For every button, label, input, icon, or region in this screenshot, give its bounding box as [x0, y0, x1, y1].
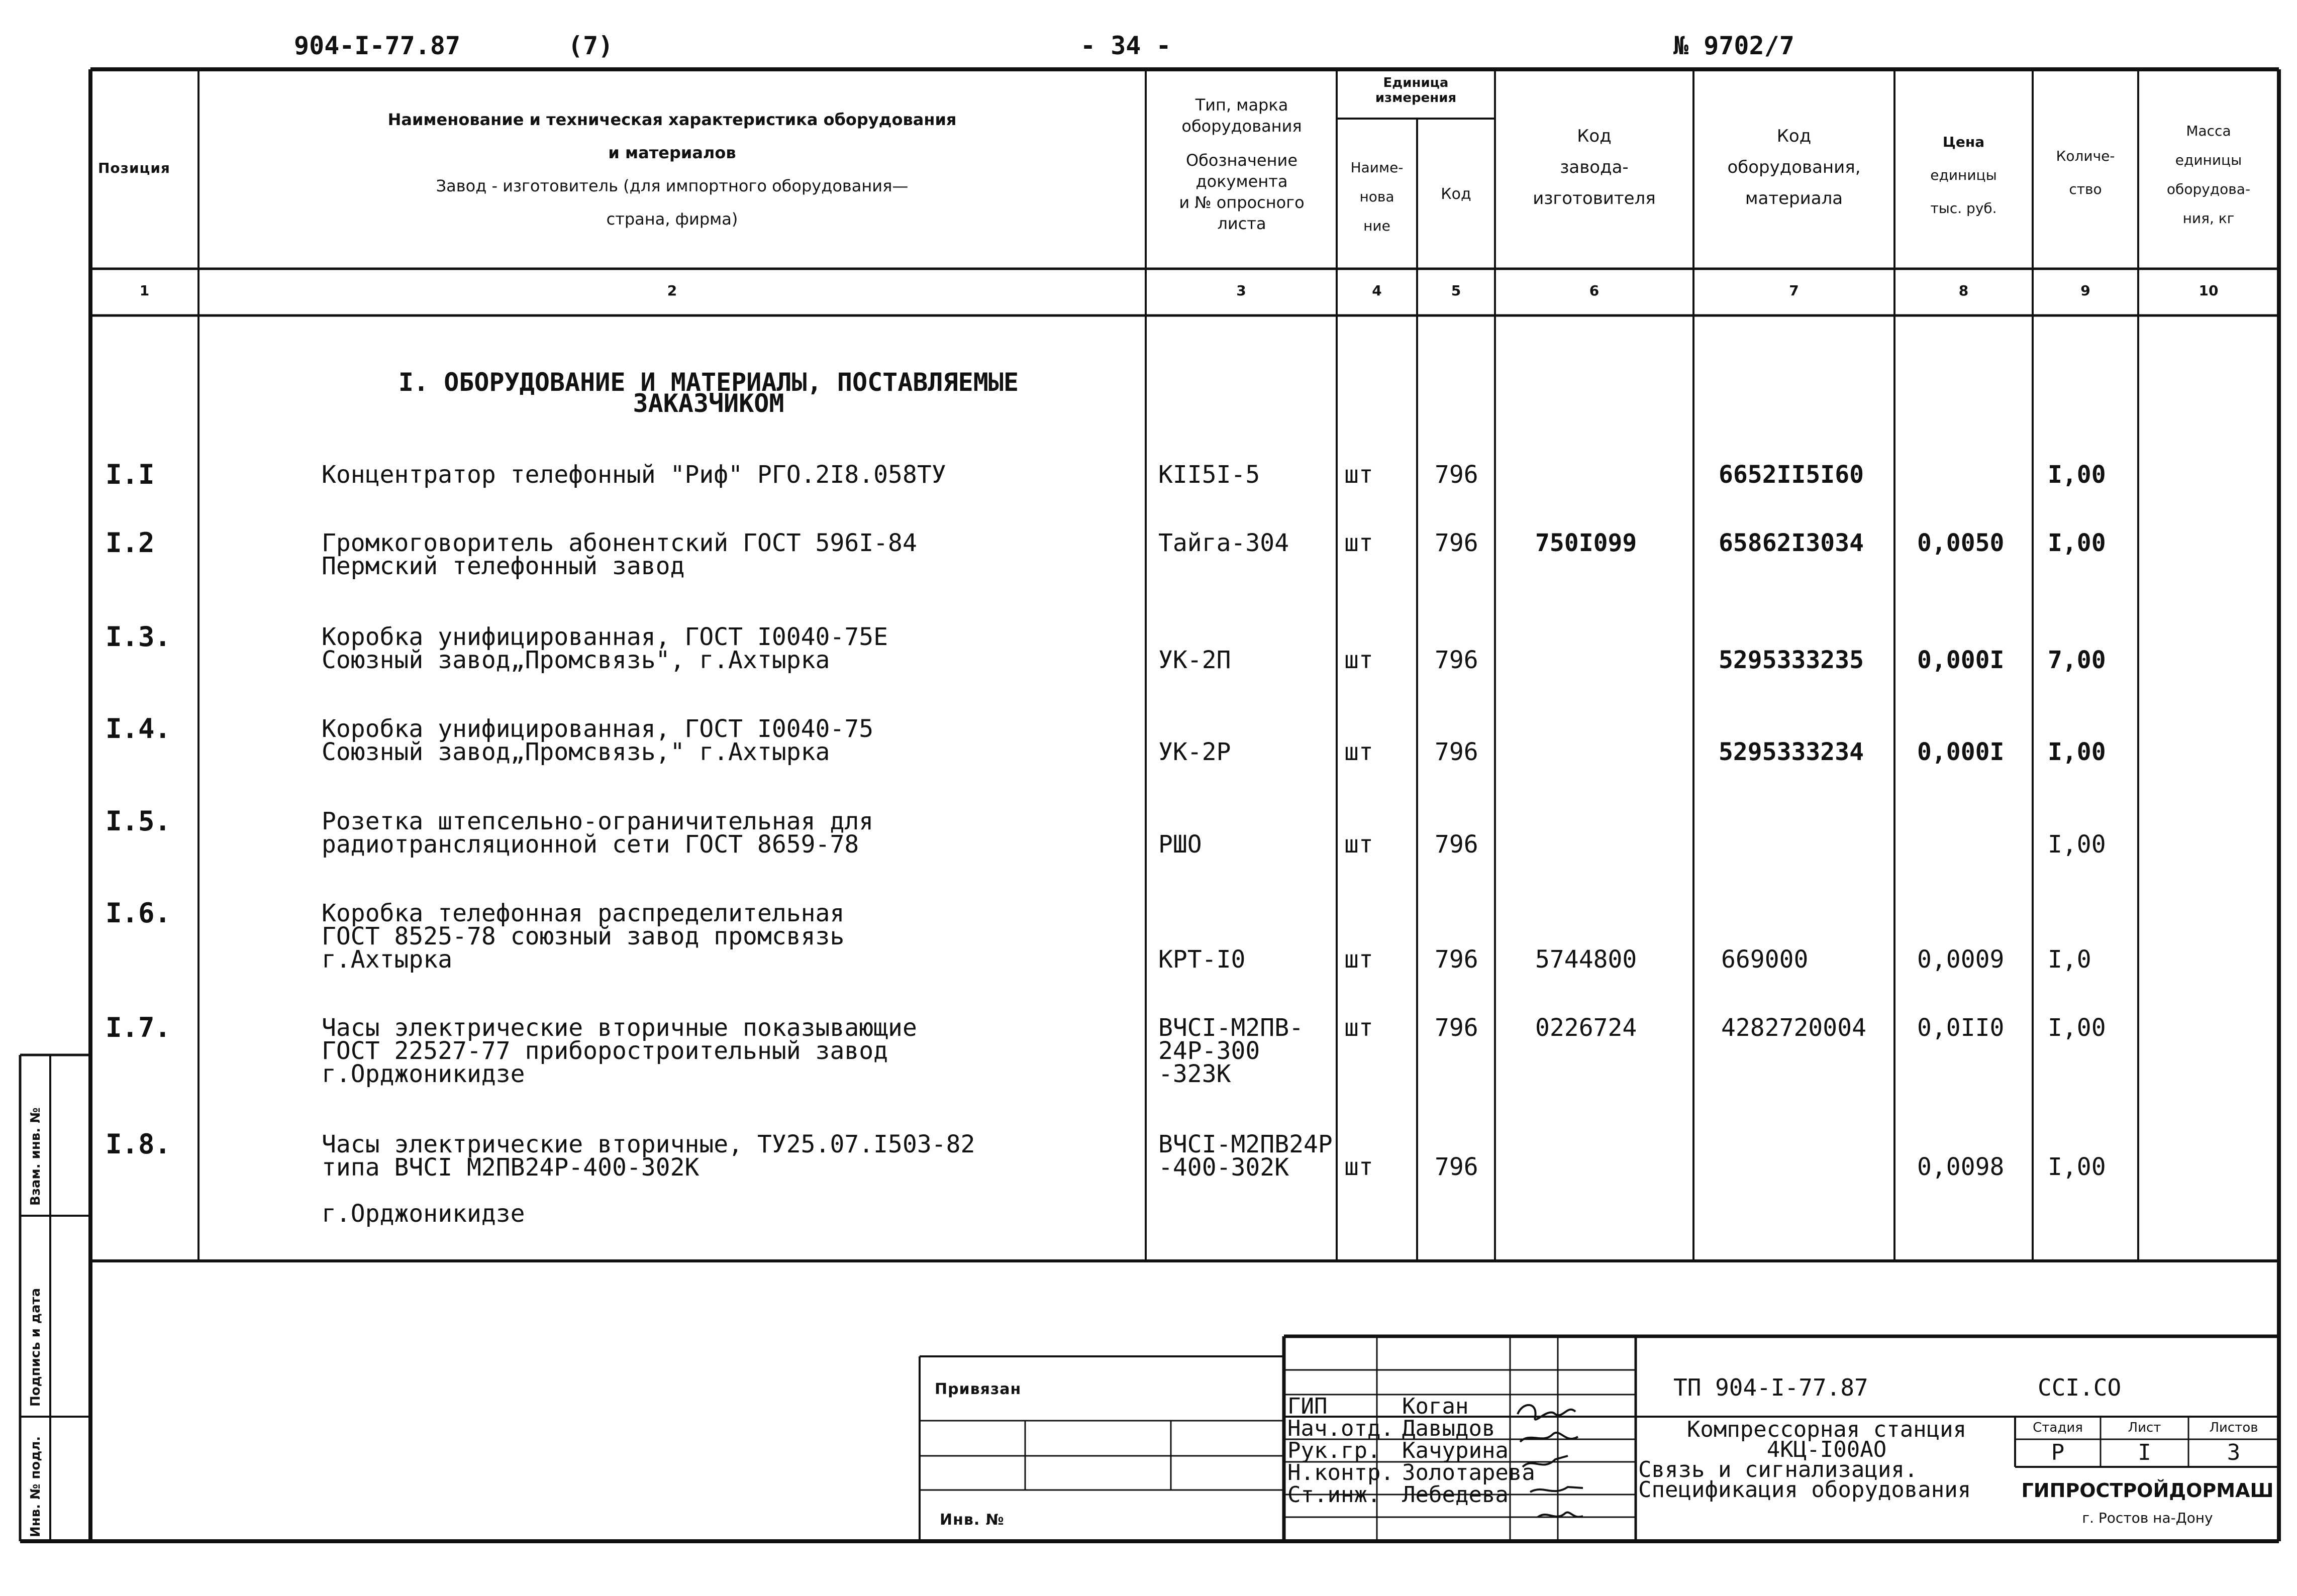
row-name-line: Розетка штепсельно-ограничительная для [322, 807, 874, 835]
row-price: 0,000I [1917, 738, 2005, 766]
row-quantity: I,0 [2048, 945, 2091, 974]
row-name [322, 807, 874, 859]
column-number: 6 [1589, 282, 1600, 299]
row-quantity: 7,00 [2048, 646, 2106, 674]
row-name [322, 531, 917, 578]
header-price-line: Цена [1942, 134, 1985, 150]
header-type [1147, 94, 1337, 234]
row-name-line: Концентратор телефонный "Риф" РГО.2I8.058ТУ [322, 461, 946, 489]
row-position: I.8. [106, 1128, 171, 1160]
row-unit: шт [1344, 646, 1373, 674]
stamp-role: Рук.гр. [1287, 1438, 1381, 1463]
header-unit-name-line: Наиме- [1350, 159, 1404, 176]
header-mass-line: Масса [2186, 123, 2231, 139]
header-mass [2139, 117, 2278, 233]
row-unit-code: 796 [1435, 738, 1478, 766]
row-name-line: Пермский телефонный завод [322, 552, 685, 580]
side-label-original-inventory: Инв. № подл. [28, 1436, 43, 1537]
column-number: 2 [667, 282, 677, 299]
row-unit: шт [1344, 830, 1373, 859]
row-unit-code: 796 [1435, 461, 1478, 489]
row-position: I.5. [106, 805, 171, 837]
row-price: 0,0II0 [1917, 1014, 2005, 1042]
header-equipment-code [1694, 121, 1893, 214]
column-number: 1 [139, 282, 150, 299]
header-factory-code [1496, 121, 1692, 214]
column-number: 4 [1372, 282, 1382, 299]
header-type-line: документа [1195, 172, 1288, 191]
row-position: I.2 [106, 527, 155, 559]
header-position: Позиция [98, 160, 170, 176]
row-position: I.4. [106, 713, 171, 744]
stamp-role: Ст.инж. [1287, 1482, 1381, 1508]
stamp-title-line: Связь и сигнализация. [1638, 1457, 1918, 1482]
row-type [1158, 740, 1231, 764]
stamp-organization: ГИПРОСТРОЙДОРМАШ [2021, 1479, 2274, 1502]
header-unit-code: Код [1441, 185, 1471, 203]
row-name-line: Громкоговоритель абонентский ГОСТ 596I-84 [322, 529, 917, 557]
row-unit-code: 796 [1435, 1014, 1478, 1042]
side-label-replacement: Взам. инв. № [28, 1107, 43, 1206]
header-name-line: Наименование и техническая характеристика оборудования [387, 110, 957, 129]
row-equipment-code: 4282720004 [1721, 1014, 1866, 1042]
row-name-line: Коробка унифицированная, ГОСТ I0040-75 [322, 715, 874, 743]
section-title-line: I. ОБОРУДОВАНИЕ И МАТЕРИАЛЫ, ПОСТАВЛЯЕМЫЕ [398, 368, 1019, 397]
row-factory-code: 0226724 [1535, 1014, 1637, 1042]
stamp-list-label: Лист [2128, 1420, 2161, 1435]
header-quantity-line: ство [2069, 181, 2102, 197]
column-number: 9 [2080, 282, 2090, 299]
section-title [392, 368, 1025, 418]
row-type-line: УК-2Р [1158, 738, 1231, 766]
stamp-title-line: 4КЦ-I00АО [1766, 1437, 1887, 1462]
header-factory-line: изготовителя [1533, 188, 1656, 208]
header-unit [1338, 75, 1494, 105]
row-unit: шт [1344, 529, 1373, 557]
stamp-stage-label: Стадия [2033, 1420, 2083, 1435]
row-unit: шт [1344, 1014, 1373, 1042]
header-name-line: страна, фирма) [606, 209, 738, 229]
row-type [1158, 646, 1231, 674]
header-equipment-line: Код [1776, 126, 1812, 146]
header-quantity-line: Количе- [2056, 148, 2115, 164]
column-number: 8 [1958, 282, 1969, 299]
row-name [322, 625, 888, 672]
header-unit-name-line: ние [1363, 218, 1390, 234]
row-name-line: Союзный завод„Промсвязь", г.Ахтырка [322, 646, 830, 674]
row-name-line: ГОСТ 22527-77 приборостроительный завод [322, 1037, 888, 1065]
row-unit-code: 796 [1435, 945, 1478, 974]
row-type [1158, 461, 1260, 489]
row-name-line: Союзный завод„Промсвязь," г.Ахтырка [322, 738, 830, 766]
stamp-inventory: Инв. № [940, 1511, 1005, 1529]
row-type-line: 24Р-300 [1158, 1037, 1260, 1065]
stamp-project-code: ТП 904-I-77.87 [1673, 1374, 1868, 1401]
row-name-line: Коробка унифицированная, ГОСТ I0040-75Е [322, 623, 888, 651]
header-factory-line: завода- [1560, 157, 1629, 177]
column-number: 7 [1789, 282, 1799, 299]
row-unit: шт [1344, 461, 1373, 489]
row-name-line: ГОСТ 8525-78 союзный завод промсвязь [322, 922, 845, 950]
row-name-line: г.Ахтырка [322, 945, 453, 974]
doc-code: 904-I-77.87 [294, 31, 461, 60]
row-name [322, 461, 946, 489]
column-number: 5 [1451, 282, 1461, 299]
row-factory-code: 5744800 [1535, 945, 1637, 974]
row-type-line: ВЧСI-М2ПВ24Р [1158, 1130, 1333, 1158]
row-type-line: -400-302К [1158, 1153, 1289, 1182]
stamp-sheet-code: ССI.СО [2038, 1374, 2122, 1401]
header-quantity [2034, 140, 2137, 206]
row-name-line: Часы электрические вторичные показывающие [322, 1014, 917, 1042]
row-unit-code: 796 [1435, 830, 1478, 859]
row-name-line: г.Орджоникидзе [322, 1200, 525, 1228]
header-unit-name-line: нова [1359, 188, 1394, 205]
row-unit: шт [1344, 945, 1373, 974]
row-type-line: РШО [1158, 830, 1202, 859]
header-mass-line: ния, кг [2182, 210, 2235, 227]
stamp-person-name: Давыдов [1402, 1416, 1495, 1441]
row-unit-code: 796 [1435, 646, 1478, 674]
header-name [201, 103, 1143, 236]
row-price: 0,0098 [1917, 1153, 2005, 1181]
header-type-line: листа [1217, 214, 1266, 233]
stamp-privyazan: Привязан [935, 1380, 1022, 1398]
stamp-city: г. Ростов на-Дону [2082, 1510, 2213, 1526]
stamp-role: Н.контр. [1287, 1460, 1394, 1485]
header-name-line: Завод - изготовитель (для импортного оборудования— [436, 176, 909, 195]
row-equipment-code: 6652II5I60 [1719, 461, 1864, 489]
header-type-line: Обозначение [1185, 151, 1298, 170]
header-mass-line: единицы [2175, 152, 2242, 168]
row-type-line: УК-2П [1158, 646, 1231, 674]
row-quantity: I,00 [2048, 1153, 2106, 1181]
page-number: - 34 - [1080, 31, 1171, 60]
stamp-title-line: Компрессорная станция [1686, 1417, 1967, 1442]
row-position: I.6. [106, 897, 171, 929]
header-type-line: Тип, марка [1195, 95, 1288, 115]
stamp-person-name: Коган [1402, 1394, 1469, 1419]
row-position: I.3. [106, 621, 171, 653]
stamp-role: Нач.отд. [1287, 1416, 1394, 1441]
header-unit-name [1338, 153, 1416, 241]
header-mass-line: оборудова- [2166, 181, 2251, 197]
row-unit-code: 796 [1435, 1153, 1478, 1181]
side-label-signature-date: Подпись и дата [28, 1288, 43, 1407]
row-quantity: I,00 [2048, 1014, 2106, 1042]
header-factory-line: Код [1577, 126, 1612, 146]
row-position: I.7. [106, 1012, 171, 1043]
row-type [1158, 1016, 1304, 1086]
row-unit: шт [1344, 1153, 1373, 1181]
column-number: 3 [1236, 282, 1246, 299]
row-type-line: КРТ-I0 [1158, 945, 1246, 974]
row-unit-code: 796 [1435, 529, 1478, 557]
signatures-graphic [1508, 1397, 1658, 1542]
stamp-role: ГИП [1287, 1394, 1328, 1419]
header-type-line: оборудования [1181, 117, 1302, 136]
row-price: 0,0009 [1917, 945, 2005, 974]
row-type-line: КII5I-5 [1158, 461, 1260, 489]
row-name [322, 1130, 975, 1228]
row-quantity: I,00 [2048, 830, 2106, 859]
row-type-line: -323К [1158, 1060, 1231, 1088]
header-equipment-line: материала [1745, 188, 1843, 208]
stamp-person-name: Качурина [1402, 1438, 1509, 1463]
row-name-line [322, 1179, 975, 1202]
header-price-line: единицы [1930, 167, 1997, 183]
header-equipment-line: оборудования, [1727, 157, 1861, 177]
row-quantity: I,00 [2048, 738, 2106, 766]
header-name-line: и материалов [608, 143, 736, 162]
row-name-line: Часы электрические вторичные, ТУ25.07.I503-82 [322, 1130, 975, 1158]
stamp-title [1638, 1417, 2015, 1503]
row-name-line: г.Орджоникидзе [322, 1060, 525, 1088]
row-type [1158, 945, 1246, 974]
row-quantity: I,00 [2048, 461, 2106, 489]
row-unit: шт [1344, 738, 1373, 766]
row-price: 0,0050 [1917, 529, 2005, 557]
stamp-lists-label: Листов [2209, 1420, 2258, 1435]
row-type-line: Тайга-304 [1158, 529, 1289, 557]
row-equipment-code: 5295333234 [1719, 738, 1864, 766]
row-name [322, 1016, 917, 1086]
header-price-line: тыс. руб. [1930, 200, 1997, 217]
row-name [322, 717, 873, 764]
part-label: (7) [568, 31, 614, 60]
row-price: 0,000I [1917, 646, 2005, 674]
stamp-list-value: I [2138, 1440, 2151, 1465]
row-type [1158, 531, 1289, 555]
row-type [1158, 1130, 1333, 1182]
stamp-title-line: Спецификация оборудования [1638, 1477, 1971, 1503]
row-type-line: ВЧСI-М2ПВ- [1158, 1014, 1304, 1042]
row-quantity: I,00 [2048, 529, 2106, 557]
document-number: № 9702/7 [1673, 31, 1794, 60]
stamp-lists-value: 3 [2227, 1440, 2241, 1465]
header-unit-line: Единица [1383, 75, 1449, 90]
row-name-line: Коробка телефонная распределительная [322, 899, 845, 927]
header-price [1895, 126, 2032, 225]
stamp-person-name: Золотарева [1402, 1460, 1535, 1485]
row-type [1158, 830, 1202, 859]
row-equipment-code: 5295333235 [1719, 646, 1864, 674]
row-equipment-code: 65862I3034 [1719, 529, 1864, 557]
header-type-line: и № опросного [1179, 193, 1305, 212]
stamp-roles [1287, 1396, 1394, 1506]
row-factory-code: 750I099 [1535, 529, 1637, 557]
row-name-line: типа ВЧСI М2ПВ24Р-400-302К [322, 1153, 700, 1182]
header-unit-line: измерения [1375, 90, 1457, 105]
stamp-stage-value: Р [2051, 1440, 2065, 1465]
section-title-line: ЗАКАЗЧИКОМ [633, 389, 784, 418]
row-equipment-code: 669000 [1721, 945, 1809, 974]
column-number: 10 [2199, 282, 2219, 299]
row-position: I.I [106, 459, 155, 490]
row-name-line: радиотрансляционной сети ГОСТ 8659-78 [322, 830, 859, 859]
stamp-person-name: Лебедева [1402, 1482, 1509, 1508]
row-name [322, 899, 845, 974]
